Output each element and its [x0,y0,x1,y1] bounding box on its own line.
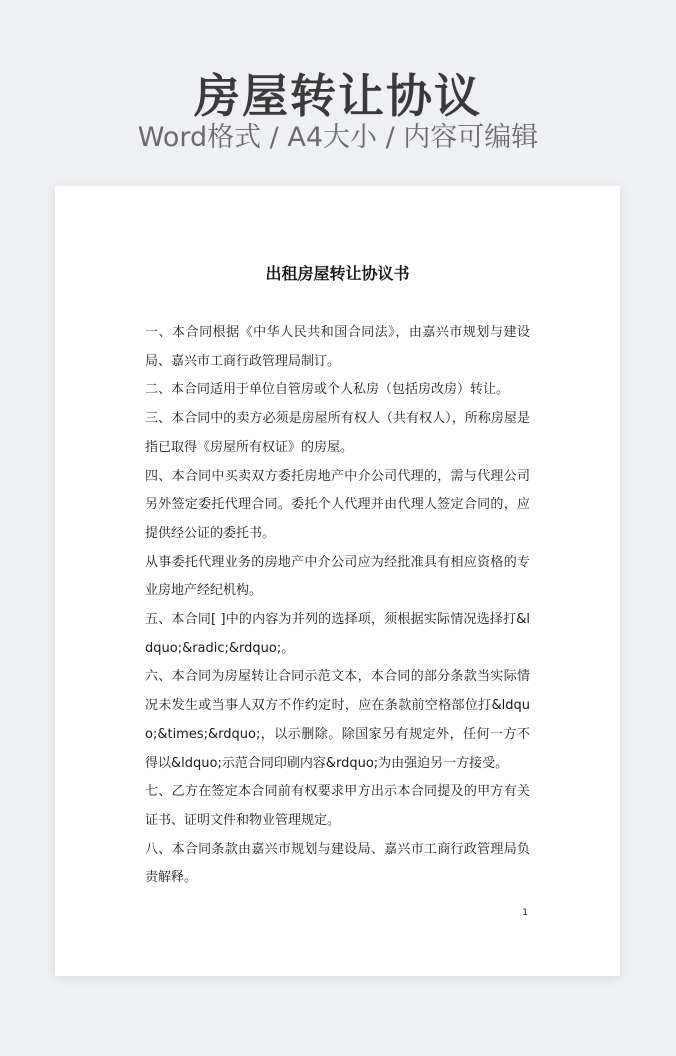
document-paragraph: 四、本合同中买卖双方委托房地产中介公司代理的，需与代理公司另外签定委托代理合同。委托个人代理并由代理人签定合同的，应提供经公证的委托书。 [145,468,530,541]
document-body [145,319,530,893]
document-paragraph: 五、本合同[ ]中的内容为并列的选择项，须根据实际情况选择打&ldquo;&radic;&rdquo;。 [145,612,530,656]
document-paragraph: 七、乙方在签定本合同前有权要求甲方出示本合同提及的甲方有关证书、证明文件和物业管理规定。 [145,784,530,828]
document-page [55,186,620,976]
document-paragraph: 三、本合同中的卖方必须是房屋所有权人（共有权人），所称房屋是指已取得《房屋所有权证》的房屋。 [145,411,530,455]
banner-subtitle: Word格式 / A4大小 / 内容可编辑 [137,122,539,153]
document-paragraph: 二、本合同适用于单位自管房或个人私房（包括房改房）转让。 [145,382,510,398]
document-paragraph: 从事委托代理业务的房地产中介公司应为经批准具有相应资格的专业房地产经纪机构。 [145,554,530,599]
page-number: 1 [522,908,528,918]
document-paragraph: 一、本合同根据《中华人民共和国合同法》，由嘉兴市规划与建设局、嘉兴市工商行政管理局制订。 [145,325,530,369]
document-title: 出租房屋转让协议书 [265,264,410,283]
banner-title: 房屋转让协议 [194,69,482,123]
document-paragraph: 六、本合同为房屋转让合同示范文本，本合同的部分条款当实际情况未发生或当事人双方不作约定时，应在条款前空格部位打&ldquo;&times;&rdquo;，以示删除。除国家另有规定外，任何一方不得以&ldquo;示范合同印刷内容&rdquo;为由强迫另一方接受。 [145,669,530,771]
document-paragraph: 八、本合同条款由嘉兴市规划与建设局、嘉兴市工商行政管理局负责解释。 [145,841,530,886]
